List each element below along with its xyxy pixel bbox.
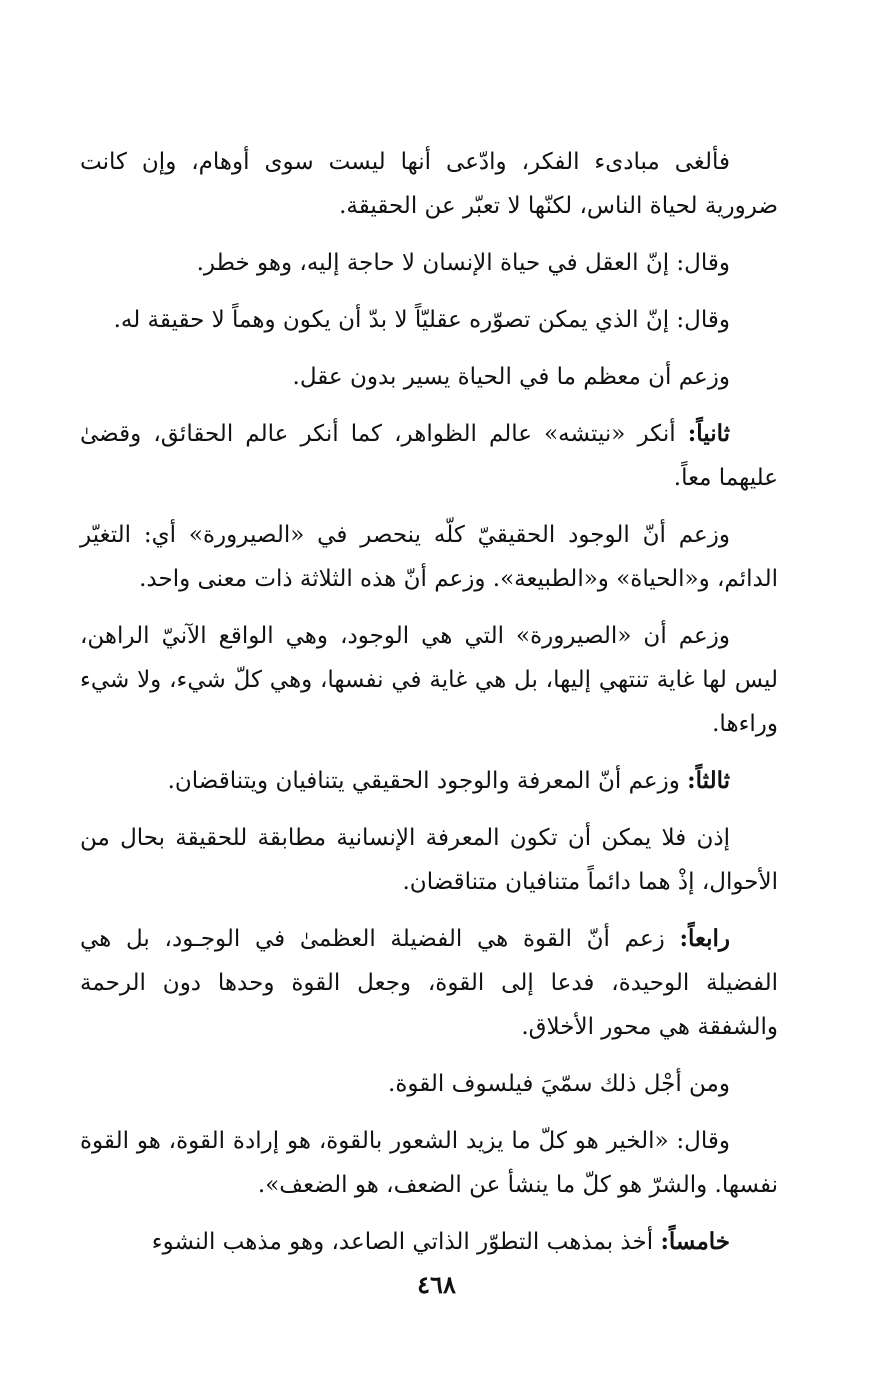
paragraph-text: وقال: إنّ العقل في حياة الإنسان لا حاجة إليه، وهو خطر. xyxy=(196,250,730,276)
paragraph xyxy=(80,513,778,601)
paragraph xyxy=(80,1119,778,1207)
paragraph xyxy=(80,298,778,342)
paragraph-lead: ثانياً: xyxy=(687,420,730,447)
paragraph xyxy=(80,816,778,904)
paragraph-text: أخذ بمذهب التطوّر الذاتي الصاعد، وهو مذهب النشوء xyxy=(151,1229,661,1255)
paragraph xyxy=(80,412,778,500)
paragraph-text: ومن أجْل ذلك سمّيَ فيلسوف القوة. xyxy=(388,1071,730,1097)
paragraph-text: أنكر «نيتشه» عالم الظواهر، كما أنكر عالم الحقائق، وقضىٰ عليهما معاً. xyxy=(80,421,778,491)
paragraph xyxy=(80,1220,778,1264)
paragraph-lead: رابعاً: xyxy=(679,925,730,952)
paragraph xyxy=(80,355,778,399)
paragraph-lead: ثالثاً: xyxy=(687,767,730,794)
paragraph xyxy=(80,241,778,285)
paragraph-text: إذن فلا يمكن أن تكون المعرفة الإنسانية مطابقة للحقيقة بحال من الأحوال، إذْ هما دائماً متنافيان متناقضان. xyxy=(80,825,778,895)
paragraph xyxy=(80,759,778,803)
paragraph-text: وقال: إنّ الذي يمكن تصوّره عقليّاً لا بدّ أن يكون وهماً لا حقيقة له. xyxy=(113,307,730,333)
paragraph xyxy=(80,140,778,228)
paragraph-lead: خامساً: xyxy=(660,1228,730,1255)
paragraph xyxy=(80,1062,778,1106)
page-body xyxy=(80,140,778,1277)
paragraph xyxy=(80,917,778,1049)
paragraph-text: وزعم أنّ المعرفة والوجود الحقيقي يتنافيان ويتناقضان. xyxy=(167,768,688,794)
paragraph-text: زعم أنّ القوة هي الفضيلة العظمىٰ في الوجـود، بل هي الفضيلة الوحيدة، فدعا إلى القوة، وجعل القوة وحدها دون الرحمة والشفقة هي محور الأخلاق. xyxy=(80,926,778,1040)
paragraph-text: فألغى مبادىء الفكر، وادّعى أنها ليست سوى أوهام، وإن كانت ضرورية لحياة الناس، لكنّها لا تعبّر عن الحقيقة. xyxy=(80,149,778,219)
paragraph-text: وزعم أنّ الوجود الحقيقيّ كلّه ينحصر في «الصيرورة» أي: التغيّر الدائم، و«الحياة» و«الطبيعة». وزعم أنّ هذه الثلاثة ذات معنى واحد. xyxy=(80,522,778,592)
page-number: ٤٦٨ xyxy=(417,1270,456,1299)
paragraph-text: وزعم أن «الصيرورة» التي هي الوجود، وهي الواقع الآنيّ الراهن، ليس لها غاية تنتهي إليها، بل هي غاية في نفسها، وهي كلّ شيء، ولا شيء وراءها. xyxy=(80,623,778,737)
paragraph-text: وقال: «الخير هو كلّ ما يزيد الشعور بالقوة، هو إرادة القوة، هو القوة نفسها. والشرّ هو كلّ ما ينشأ عن الضعف، هو الضعف». xyxy=(80,1128,778,1198)
paragraph-text: وزعم أن معظم ما في الحياة يسير بدون عقل. xyxy=(292,364,730,390)
paragraph xyxy=(80,614,778,746)
